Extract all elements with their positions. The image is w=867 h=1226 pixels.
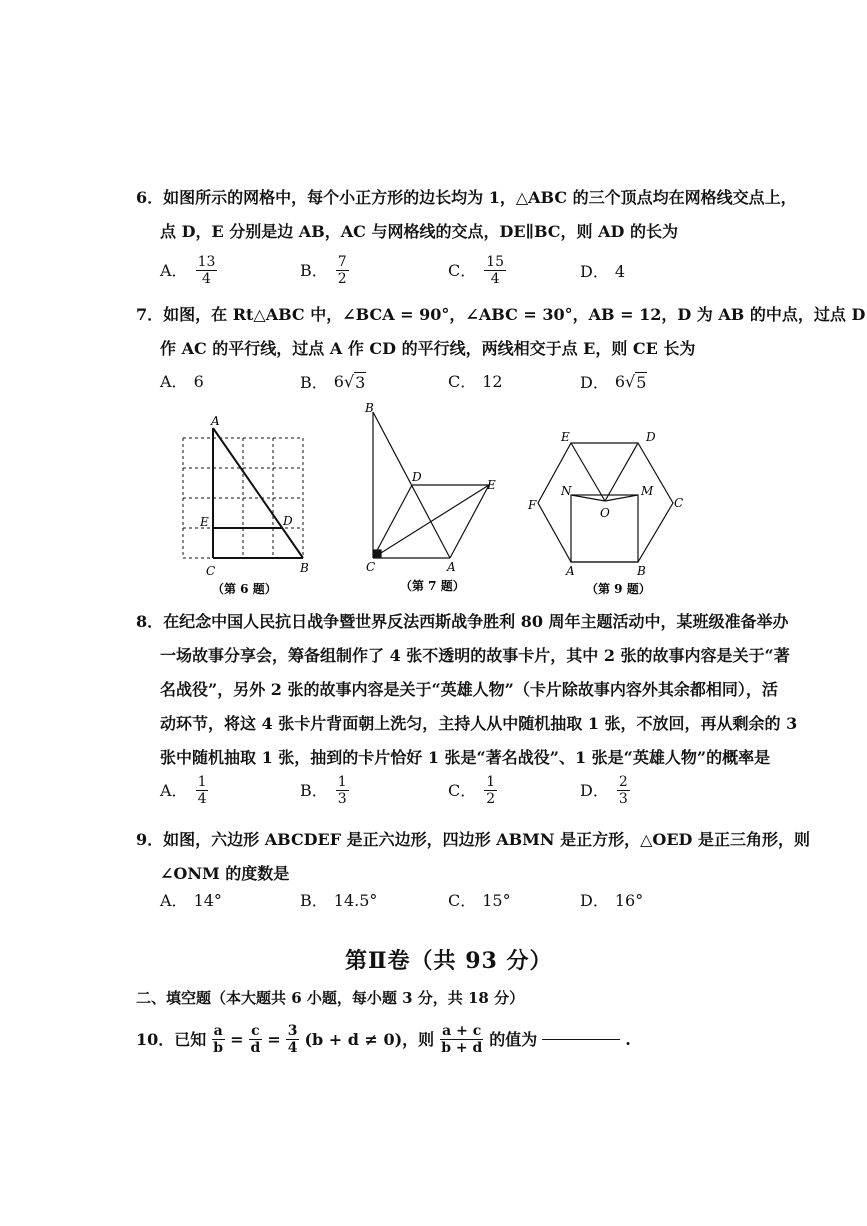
coefficient: 6 bbox=[333, 372, 344, 391]
q6-option-d bbox=[580, 262, 625, 282]
coefficient: 6 bbox=[614, 372, 626, 391]
option-letter: C． bbox=[448, 780, 477, 800]
q9-option-c bbox=[448, 891, 511, 911]
q10-line bbox=[136, 1023, 631, 1056]
fig6-label-c: C bbox=[206, 564, 216, 578]
q8-option-a bbox=[160, 774, 210, 807]
option-text: 16° bbox=[614, 891, 644, 910]
fig9-caption: （第 9 题） bbox=[586, 582, 651, 596]
option-letter: B． bbox=[300, 891, 328, 910]
option-text: 14.5° bbox=[333, 891, 378, 910]
fig7-label-b: B bbox=[365, 401, 374, 415]
q8-line2: 一场故事分享会，筹备组制作了 4 张不透明的故事卡片，其中 2 张的故事内容是关于“著 bbox=[160, 646, 790, 665]
fig9-label-a: A bbox=[566, 564, 575, 578]
option-text: 6 bbox=[193, 372, 204, 391]
equals-sign: = bbox=[267, 1029, 281, 1049]
denominator: 2 bbox=[337, 271, 347, 287]
denominator: b bbox=[213, 1040, 224, 1056]
fraction bbox=[617, 774, 630, 807]
q7-option-a bbox=[160, 372, 204, 392]
denominator: 4 bbox=[490, 271, 500, 287]
radicand: 3 bbox=[355, 373, 366, 392]
q10-prefix: 10．已知 bbox=[136, 1029, 207, 1049]
q10-suffix: 的值为 bbox=[489, 1029, 538, 1049]
fig9-label-e: E bbox=[561, 430, 570, 444]
fraction bbox=[336, 774, 349, 807]
q8-line1: 8．在纪念中国人民抗日战争暨世界反法西斯战争胜利 80 周年主题活动中，某班级准备举办 bbox=[136, 612, 789, 631]
numerator: c bbox=[251, 1023, 260, 1039]
q7-option-d bbox=[580, 372, 647, 393]
q6-option-b bbox=[300, 254, 351, 287]
denominator: b + d bbox=[441, 1040, 483, 1056]
option-text: 4 bbox=[614, 262, 626, 281]
fig7-caption: （第 7 题） bbox=[400, 579, 465, 593]
sqrt-expression bbox=[334, 372, 367, 393]
option-text: 14° bbox=[193, 891, 222, 910]
numerator: 13 bbox=[197, 254, 216, 270]
option-letter: C． bbox=[448, 260, 477, 280]
triangle-abc bbox=[213, 428, 303, 558]
q10-condition: (b + d ≠ 0)，则 bbox=[304, 1029, 435, 1049]
numerator: a bbox=[213, 1023, 223, 1039]
q8-line4: 动环节，将这 4 张卡片背面朝上洗匀，主持人从中随机抽取 1 张，不放回，再从剩余的 3 bbox=[160, 714, 798, 733]
option-letter: A． bbox=[160, 260, 188, 280]
fraction bbox=[484, 774, 497, 807]
denominator: d bbox=[250, 1040, 261, 1056]
option-letter: D． bbox=[580, 891, 609, 910]
figure-6 bbox=[183, 428, 303, 558]
q6-option-c bbox=[448, 254, 508, 287]
fraction-3-4 bbox=[286, 1023, 300, 1056]
sqrt-expression bbox=[615, 372, 648, 393]
numerator: 3 bbox=[287, 1023, 298, 1039]
option-letter: D． bbox=[580, 780, 609, 800]
denominator: 4 bbox=[197, 791, 207, 807]
option-letter: C． bbox=[448, 891, 477, 910]
option-text: 12 bbox=[482, 372, 503, 391]
option-letter: B． bbox=[300, 260, 328, 280]
fig6-label-d: D bbox=[283, 514, 293, 528]
q6-line1: 6．如图所示的网格中，每个小正方形的边长均为 1，△ABC 的三个顶点均在网格线交点上， bbox=[136, 188, 797, 207]
option-letter: D． bbox=[580, 262, 609, 281]
option-letter: B． bbox=[300, 372, 328, 392]
q7-line2: 作 AC 的平行线，过点 A 作 CD 的平行线，两线相交于点 E，则 CE 长为 bbox=[160, 339, 696, 358]
q6-line2: 点 D，E 分别是边 AB，AC 与网格线的交点，DE∥BC，则 AD 的长为 bbox=[160, 222, 678, 241]
denominator: 2 bbox=[486, 791, 496, 807]
radicand: 5 bbox=[636, 373, 647, 392]
fig9-label-d: D bbox=[646, 430, 656, 444]
fraction bbox=[196, 774, 209, 807]
sqrt: √ 3 bbox=[343, 372, 366, 392]
denominator: 4 bbox=[202, 271, 211, 287]
fig6-label-a: A bbox=[211, 414, 220, 428]
q7-option-b bbox=[300, 372, 366, 393]
numerator: 1 bbox=[197, 774, 207, 790]
fig7-label-d: D bbox=[412, 470, 422, 484]
option-letter: A． bbox=[160, 372, 188, 391]
q6-option-a bbox=[160, 254, 219, 287]
figure-9 bbox=[538, 443, 673, 562]
numerator: 1 bbox=[486, 774, 496, 790]
fraction-a-b bbox=[211, 1023, 225, 1056]
option-letter: C． bbox=[448, 372, 477, 391]
numerator: 15 bbox=[486, 254, 505, 270]
option-letter: D． bbox=[580, 372, 609, 392]
figures-strip bbox=[0, 395, 867, 605]
fraction bbox=[196, 254, 218, 287]
fig9-label-m: M bbox=[641, 484, 654, 498]
grid-lines bbox=[183, 438, 303, 558]
fig7-label-a: A bbox=[447, 560, 456, 574]
q8-option-d bbox=[580, 774, 632, 807]
option-letter: A． bbox=[160, 891, 188, 910]
numerator: a + c bbox=[442, 1023, 482, 1039]
fig9-label-b: B bbox=[637, 564, 646, 578]
fig6-caption: （第 6 题） bbox=[212, 582, 277, 596]
q8-line3: 名战役”，另外 2 张的故事内容是关于“英雄人物”（卡片除故事内容外其余都相同），活 bbox=[160, 680, 778, 699]
fig7-label-e: E bbox=[487, 478, 496, 492]
q8-option-c bbox=[448, 774, 499, 807]
fig9-label-f: F bbox=[528, 498, 537, 512]
sqrt: √ 5 bbox=[625, 372, 647, 392]
fig9-label-c: C bbox=[674, 496, 684, 510]
denominator: 3 bbox=[337, 791, 347, 807]
fig6-label-b: B bbox=[300, 561, 309, 575]
numerator: 1 bbox=[337, 774, 347, 790]
denominator: 3 bbox=[618, 791, 628, 807]
fig9-label-n: N bbox=[561, 484, 572, 498]
section-heading: 二、填空题（本大题共 6 小题，每小题 3 分，共 18 分） bbox=[136, 989, 525, 1007]
q10-end: . bbox=[625, 1029, 631, 1049]
fig9-label-o: O bbox=[600, 506, 610, 520]
q9-option-a bbox=[160, 891, 222, 911]
section-title: 第Ⅱ卷（共 93 分） bbox=[345, 948, 553, 974]
option-text: 15° bbox=[482, 891, 511, 910]
numerator: 2 bbox=[618, 774, 628, 790]
q7-option-c bbox=[448, 372, 503, 392]
equals-sign: = bbox=[230, 1029, 244, 1049]
option-letter: B． bbox=[300, 780, 328, 800]
q8-option-b bbox=[300, 774, 351, 807]
q9-option-b bbox=[300, 891, 377, 911]
q8-line5: 张中随机抽取 1 张，抽到的卡片恰好 1 张是“著名战役”、1 张是“英雄人物”的概率是 bbox=[160, 748, 771, 767]
fraction bbox=[484, 254, 506, 287]
q9-line2: ∠ONM 的度数是 bbox=[160, 864, 290, 883]
figure-7 bbox=[373, 412, 489, 558]
numerator: 7 bbox=[337, 254, 347, 270]
fig7-label-c: C bbox=[366, 560, 376, 574]
fig6-label-e: E bbox=[200, 515, 209, 529]
denominator: 4 bbox=[287, 1040, 298, 1056]
q7-line1: 7．如图，在 Rt△ABC 中，∠BCA = 90°，∠ABC = 30°，AB = 12，D 为 AB 的中点，过点 D bbox=[136, 305, 866, 324]
fraction-sum bbox=[439, 1023, 484, 1056]
fraction-c-d bbox=[248, 1023, 262, 1056]
option-letter: A． bbox=[160, 780, 188, 800]
q9-option-d bbox=[580, 891, 643, 911]
fraction bbox=[336, 254, 349, 287]
answer-blank[interactable] bbox=[542, 1039, 620, 1040]
q9-line1: 9．如图，六边形 ABCDEF 是正六边形，四边形 ABMN 是正方形，△OED 是正三角形，则 bbox=[136, 830, 810, 849]
